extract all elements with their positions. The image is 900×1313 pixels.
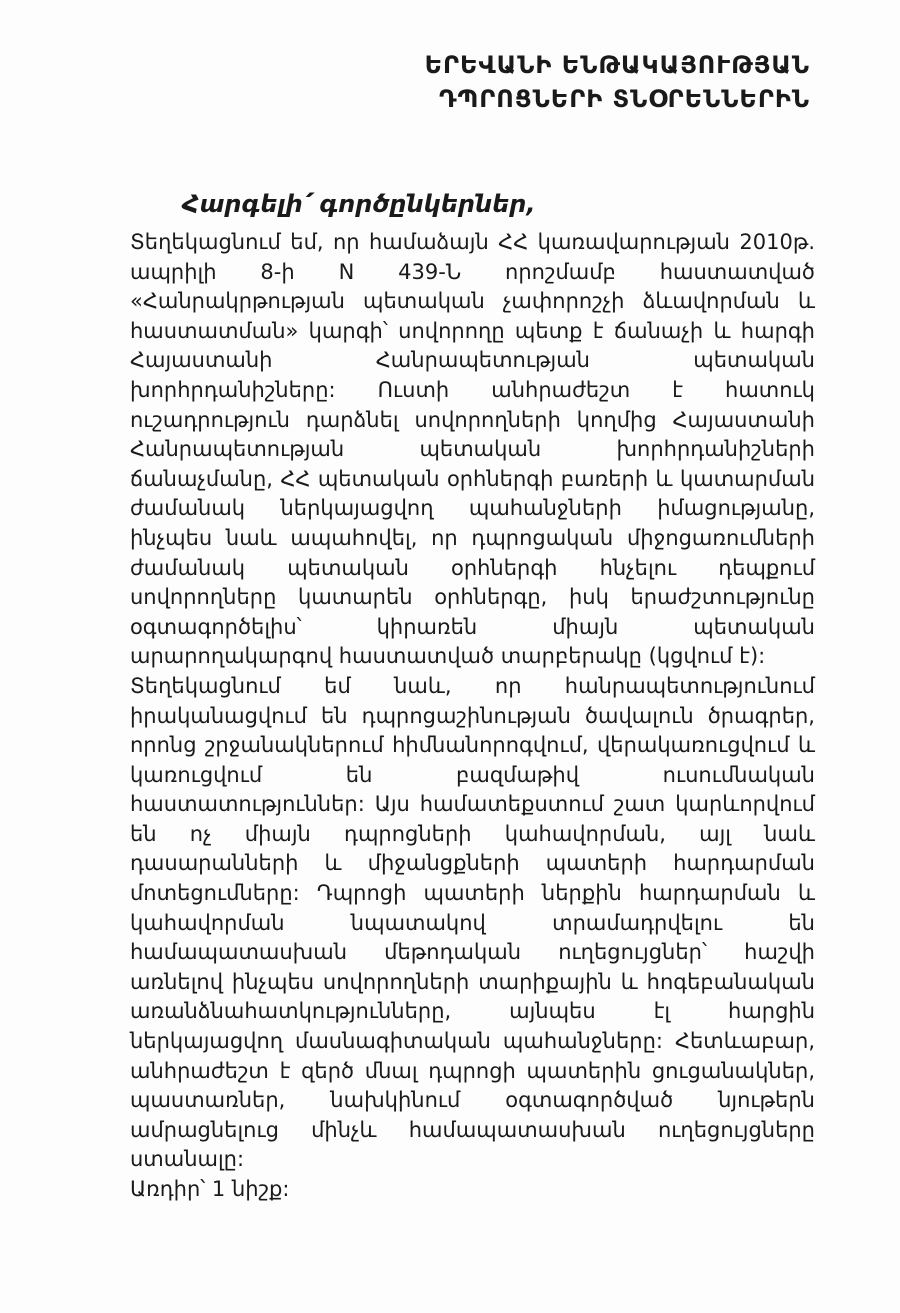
salutation: Հարգելի՛ գործընկերներ,: [182, 190, 536, 218]
addressee-line-2: ԴՊՐՈՑՆԵՐԻ ՏՆՕՐԵՆՆԵՐԻՆ: [438, 85, 810, 113]
letter-body: [130, 228, 815, 1205]
addressee-block: [425, 48, 810, 116]
paragraph-2: [130, 672, 815, 1175]
addressee-line-1: ԵՐԵՎԱՆԻ ԵՆԹԱԿԱՅՈՒԹՅԱՆ: [424, 51, 810, 79]
paragraph-1: [130, 228, 815, 672]
paragraph-2-text: Տեղեկացնում եմ նաև, որ հանրապետությունում իրականացվում են դպրոցաշինության ծավալուն ծրագրեր, որոնց շրջանակներում հիմնանորոգվում, վերակառուցվում և կառուցվում են բազմաթիվ ուսումնական հաստատություններ: Այս համատեքստում շատ կարևորվում են ոչ միայն դպրոցների կահավորման, այլ նաև դասարանների և միջանցքների պատերի հարդարման մոտեցումները: Դպրոցի պատերի ներքին հարդարման և կահավորման նպատակով տրամադրվելու են համապատասխան մեթոդական ուղեցույցներ՝ հաշվի առնելով ինչպես սովորողների տարիքային և հոգեբանական առանձնահատկությունները, այնպես էլ հարցին ներկայացվող մասնագիտական պահանջները: Հետևաբար, անհրաժեշտ է զերծ մնալ դպրոցի պատերին ցուցանակներ, պաստառներ, նախկինում օգտագործված նյութերն ամրացնելուց մինչև համապատասխան ուղեցույցները ստանալը:: [130, 673, 815, 1172]
attachment-note: Առդիր՝ 1 նիշք:: [130, 1177, 290, 1201]
paragraph-1-text: Տեղեկացնում եմ, որ համաձայն ՀՀ կառավարության 2010թ. ապրիլի 8-ի N 439-Ն որոշմամբ հաստատված «Հանրակրթության պետական չափորոշչի ձևավորման և հաստատման» կարգի՝ սովորողը պետք է ճանաչի և հարգի Հայաստանի Հանրապետության պետական խորհրդանիշները: Ուստի անհրաժեշտ է հատուկ ուշադրություն դարձնել սովորողների կողմից Հայաստանի Հանրապետության պետական խորհրդանիշների ճանաչմանը, ՀՀ պետական օրհներգի բառերի և կատարման ժամանակ ներկայացվող պահանջների իմացությանը, ինչպես նաև ապահովել, որ դպրոցական միջոցառումների ժամանակ պետական օրհներգի հնչելու դեպքում սովորողները կատարեն օրհներգը, իսկ երաժշտությունը օգտագործելիս՝ կիրառեն միայն պետական արարողակարգով հաստատված տարբերակը (կցվում է):: [130, 230, 815, 669]
